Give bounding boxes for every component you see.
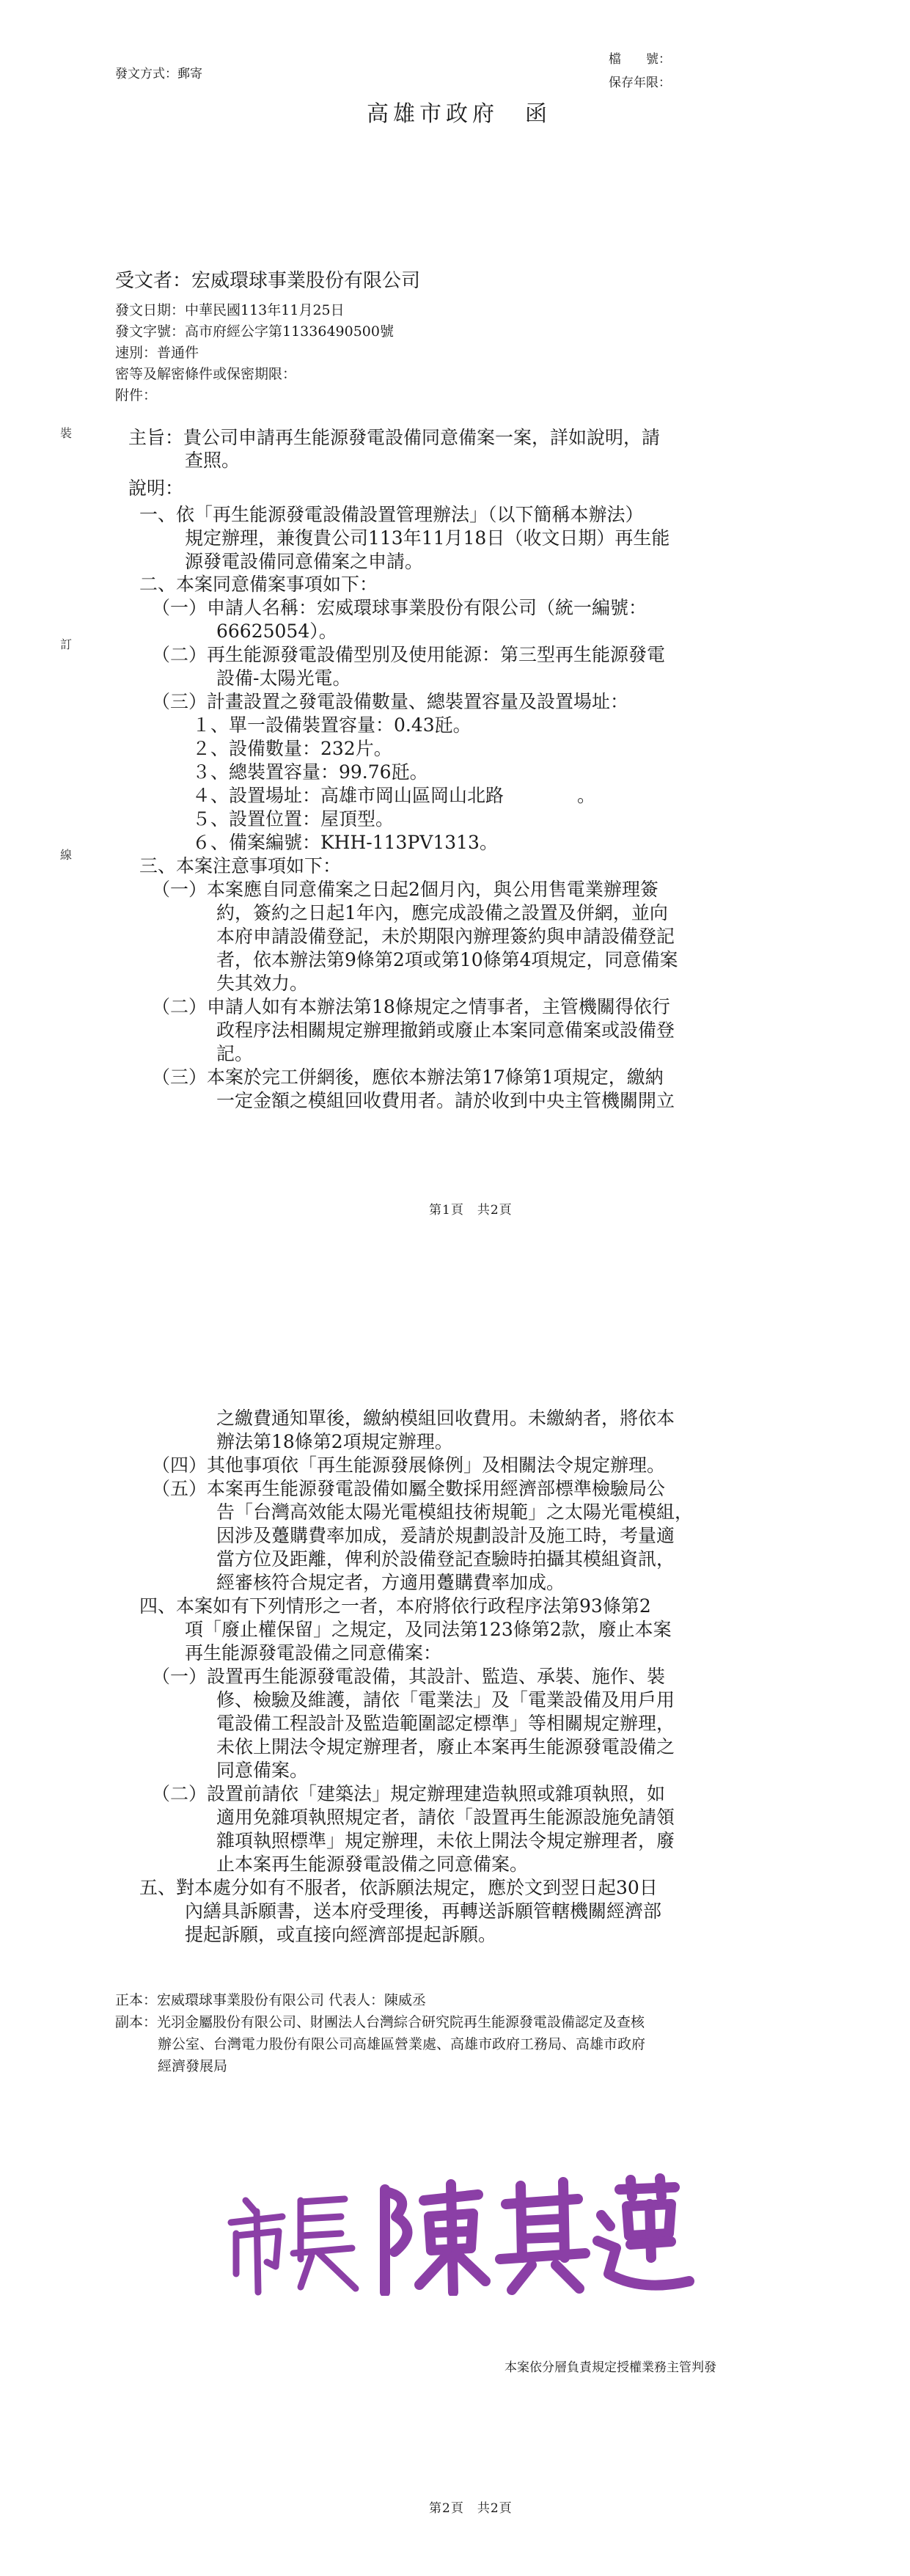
- text-line: 之繳費通知單後，繳納模組回收費用。未繳納者，將依本: [216, 1408, 675, 1429]
- recipient: 受文者：宏威環球事業股份有限公司: [115, 270, 421, 292]
- text-line: 項「廢止權保留」之規定，及同法第123條第2款，廢止本案: [185, 1619, 672, 1640]
- text-line: （三）計畫設置之發電設備數量、總裝置容量及設置場址：: [152, 691, 629, 712]
- text-line: 止本案再生能源發電設備之同意備案。: [216, 1854, 529, 1875]
- text-line: （二）設置前請依「建築法」規定辦理建造執照或雜項執照，如: [152, 1783, 666, 1804]
- text-line: 再生能源發電設備之同意備案：: [185, 1642, 442, 1664]
- text-line: 查照。: [185, 450, 241, 471]
- text-line: ６、備案編號：KHH-113PV1313。: [192, 832, 498, 853]
- text-line: 辦法第18條第2項規定辦理。: [216, 1431, 453, 1452]
- authorization-note: 本案依分層負責規定授權業務主管判發: [504, 2360, 716, 2375]
- speed-class: 速別：普通件: [115, 345, 199, 361]
- text-line: 當方位及距離，俾利於設備登記查驗時拍攝其模組資訊，: [216, 1548, 675, 1570]
- text-line: （二）申請人如有本辦法第18條規定之情事者，主管機關得依行: [152, 996, 670, 1017]
- text-line: 同意備案。: [216, 1760, 309, 1781]
- text-line: 源發電設備同意備案之申請。: [185, 551, 424, 572]
- text-line: 四、本案如有下列情形之一者，本府將依行政程序法第93條第2: [139, 1595, 651, 1617]
- page-2-footer: 第2頁 共2頁: [429, 2501, 513, 2516]
- text-line: （五）本案再生能源發電設備如屬全數採用經濟部標準檢驗局公: [152, 1478, 666, 1499]
- text-line: 經審核符合規定者，方適用躉購費率加成。: [216, 1572, 565, 1593]
- text-line: （一）申請人名稱：宏威環球事業股份有限公司（統一編號：: [152, 597, 647, 618]
- text-line: 失其效力。: [216, 973, 309, 994]
- text-line: ２、設備數量：232片。: [192, 738, 392, 759]
- text-line: 本府申請設備登記，未於期限內辦理簽約與申請設備登記: [216, 926, 675, 947]
- binding-mark-1: 裝: [60, 426, 73, 440]
- text-line: 三、本案注意事項如下：: [139, 855, 342, 877]
- text-line: （三）本案於完工併網後，應依本辦法第17條第1項規定，繳納: [152, 1066, 664, 1088]
- text-line: 政程序法相關規定辦理撤銷或廢止本案同意備案或設備登: [216, 1020, 675, 1041]
- text-line: １、單一設備裝置容量：0.43瓩。: [192, 714, 471, 736]
- text-line: （一）本案應自同意備案之日起2個月內，與公用售電業辦理簽: [152, 879, 658, 900]
- binding-mark-2: 訂: [60, 637, 73, 651]
- text-line: ５、設置位置：屋頂型。: [192, 808, 395, 830]
- text-line: 一、依「再生能源發電設備設置管理辦法」（以下簡稱本辦法）: [139, 504, 644, 525]
- text-line: 記。: [216, 1043, 254, 1064]
- issue-date: 發文日期：中華民國113年11月25日: [115, 302, 345, 318]
- secrecy-level: 密等及解密條件或保密期限：: [115, 366, 297, 382]
- text-line: 一定金額之模組回收費用者。請於收到中央主管機關開立: [216, 1090, 675, 1111]
- text-line: 二、本案同意備案事項如下：: [139, 574, 378, 595]
- text-line: ４、設置場址：高雄市岡山區岡山北路 。: [192, 785, 596, 806]
- main-recipient: 正本：宏威環球事業股份有限公司 代表人：陳威丞: [115, 1992, 427, 2008]
- document-title: 高雄市政府 函: [367, 101, 551, 127]
- text-line: 約，簽約之日起1年內，應完成設備之設置及併網，並向: [216, 902, 668, 923]
- text-line: （一）設置再生能源發電設備，其設計、監造、承裝、施作、裝: [152, 1666, 666, 1687]
- text-line: 未依上開法令規定辦理者，廢止本案再生能源發電設備之: [216, 1736, 675, 1757]
- text-line: 五、對本處分如有不服者，依訴願法規定，應於文到翌日起30日: [139, 1877, 658, 1898]
- text-line: （二）再生能源發電設備型別及使用能源：第三型再生能源發電: [152, 644, 666, 665]
- binding-mark-3: 線: [60, 848, 73, 862]
- retention-label: 保存年限：: [609, 76, 671, 90]
- text-line: 者，依本辦法第9條第2項或第10條第4項規定，同意備案: [216, 949, 678, 970]
- text-line: 告「台灣高效能太陽光電模組技術規範」之太陽光電模組，: [216, 1501, 694, 1523]
- text-line: 說明：: [128, 477, 184, 499]
- copy-recipients-1: 副本：光羽金屬股份有限公司、財團法人台灣綜合研究院再生能源發電設備認定及查核: [115, 2014, 645, 2030]
- mayor-signature-seal: [220, 2171, 697, 2296]
- text-line: 66625054）。: [216, 621, 337, 642]
- attachment: 附件：: [115, 387, 158, 403]
- copy-recipients-2: 辦公室、台灣電力股份有限公司高雄區營業處、高雄市政府工務局、高雄市政府: [158, 2036, 646, 2052]
- copy-recipients-3: 經濟發展局: [158, 2058, 228, 2074]
- text-line: 電設備工程設計及監造範圍認定標準」等相關規定辦理，: [216, 1713, 675, 1734]
- page-1-footer: 第1頁 共2頁: [429, 1203, 513, 1218]
- send-method: 發文方式：郵寄: [115, 67, 202, 81]
- text-line: （四）其他事項依「再生能源發展條例」及相關法令規定辦理。: [152, 1455, 666, 1476]
- document-number: 發文字號：高市府經公字第11336490500號: [115, 323, 394, 340]
- text-line: 內繕具訴願書，送本府受理後，再轉送訴願管轄機關經濟部: [185, 1900, 662, 1922]
- text-line: 設備-太陽光電。: [216, 667, 351, 689]
- text-line: 雜項執照標準」規定辦理，未依上開法令規定辦理者，廢: [216, 1830, 675, 1851]
- text-line: 適用免雜項執照規定者，請依「設置再生能源設施免請領: [216, 1807, 675, 1828]
- text-line: 提起訴願，或直接向經濟部提起訴願。: [185, 1924, 497, 1945]
- text-line: 修、檢驗及維護，請依「電業法」及「電業設備及用戶用: [216, 1689, 675, 1710]
- text-line: 因涉及躉購費率加成，爰請於規劃設計及施工時，考量適: [216, 1525, 675, 1546]
- text-line: ３、總裝置容量：99.76瓩。: [192, 761, 428, 783]
- text-line: 規定辦理，兼復貴公司113年11月18日（收文日期）再生能: [185, 527, 670, 549]
- text-line: 主旨：貴公司申請再生能源發電設備同意備案一案，詳如說明，請: [128, 427, 661, 448]
- file-number-label: 檔 號：: [609, 52, 671, 67]
